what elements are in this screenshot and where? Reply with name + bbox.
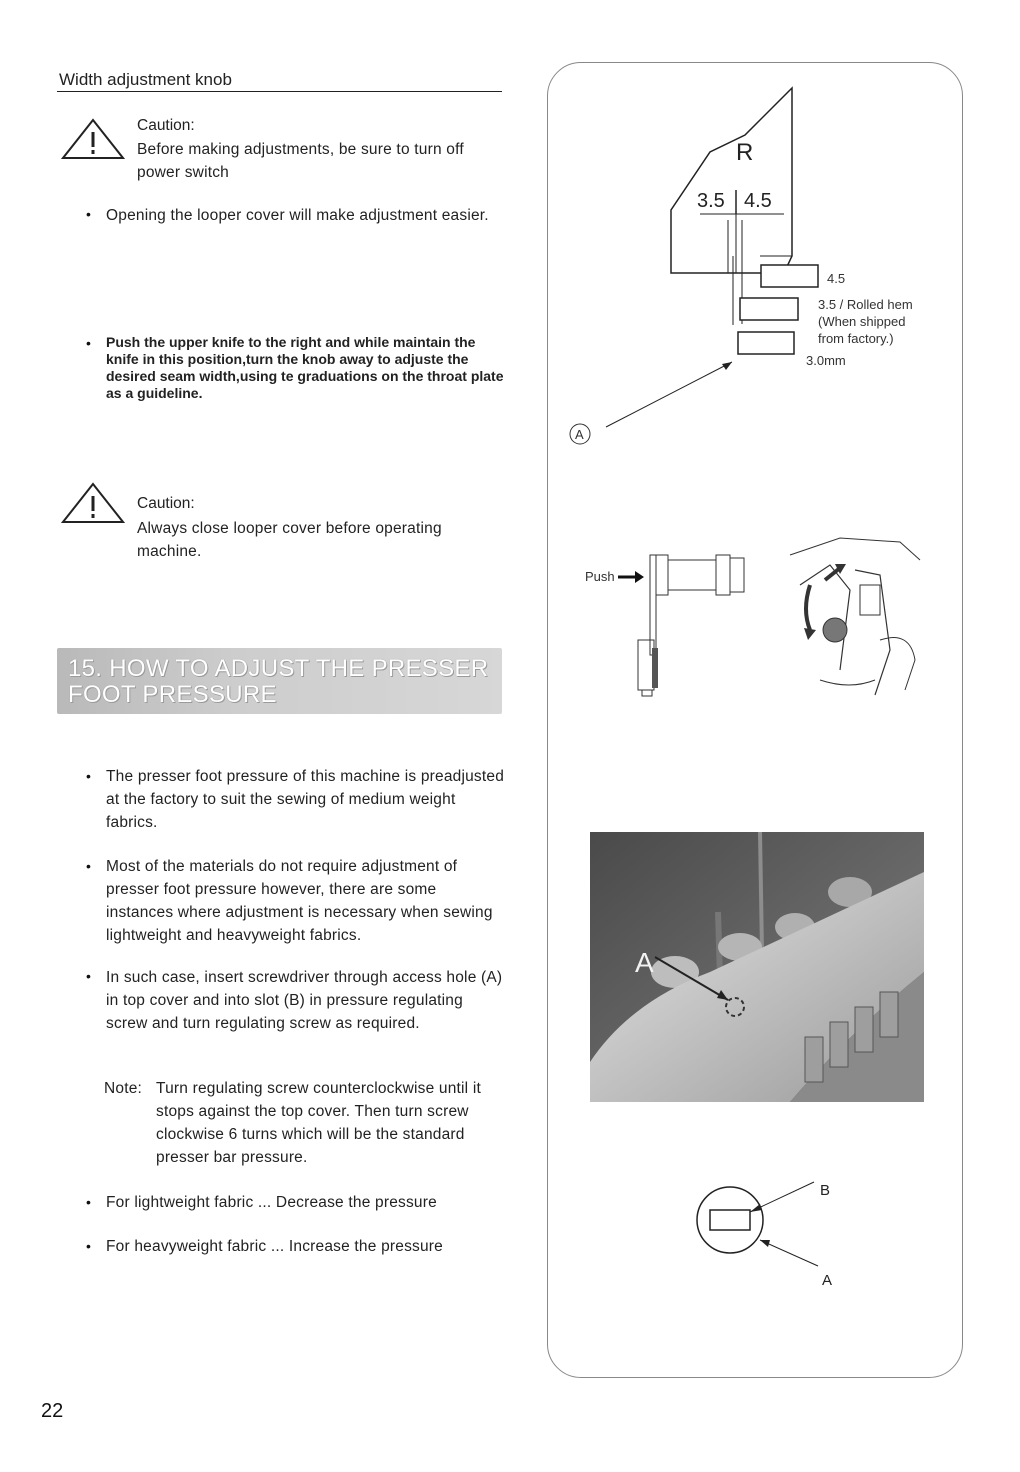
callout-letter: A [822, 1272, 833, 1289]
instruction-text: The presser foot pressure of this machine is preadjusted at the factory to suit the sewing of medium weight fabrics. [106, 768, 505, 831]
section-title: 15. HOW TO ADJUST THE PRESSER FOOT PRESSURE [68, 655, 489, 708]
throat-plate-figure [560, 80, 960, 460]
top-cover-photo [590, 832, 924, 1102]
seam-width-box [738, 332, 794, 354]
warning-icon [61, 481, 125, 525]
width-label: 4.5 [827, 271, 846, 286]
instruction-text: Most of the materials do not require adjustment of presser foot pressure however, there are some instances where adjustment is necessary when sewing lightweight and heavyweight fabrics. [106, 858, 493, 944]
caution-text: Before making adjustments, be sure to turn off power switch [137, 141, 464, 181]
regulating-screw-slot [710, 1210, 750, 1230]
callout-leader [606, 362, 732, 427]
mechanism-line [820, 680, 875, 685]
width-label: (When shipped [818, 314, 906, 329]
note-text: Turn regulating screw counterclockwise until it stops against the top cover. Then turn screw clockwise 6 turns which will be the standard presser bar pressure. [156, 1080, 481, 1166]
rotation-arrowhead [804, 628, 816, 640]
seam-width-box [740, 298, 798, 320]
adjust-knob [823, 618, 847, 642]
tension-dial [830, 1022, 848, 1067]
bullet-dot: • [86, 858, 91, 874]
knife-part [730, 558, 744, 592]
rotation-arrow [806, 585, 810, 630]
throat-plate-outline [671, 88, 792, 273]
page-number: 22 [41, 1400, 64, 1422]
warning-icon [61, 117, 125, 161]
bullet-dot: • [86, 968, 91, 984]
scale-value: 4.5 [744, 190, 772, 212]
instruction-text: For heavyweight fabric ... Increase the pressure [106, 1238, 443, 1255]
callout-arrowhead [722, 362, 732, 370]
callout-arrowhead [760, 1240, 770, 1247]
caution-text: Always close looper cover before operating machine. [137, 520, 442, 560]
callout-letter: A [575, 427, 584, 442]
instruction-text: Push the upper knife to the right and while maintain the knife in this position,turn the knob away to adjuste the desired seam width,using te graduations on the throat plate as a guideline. [106, 334, 504, 401]
instruction-text: Opening the looper cover will make adjustment easier. [106, 207, 489, 224]
seam-width-box [761, 265, 818, 287]
tension-dial [880, 992, 898, 1037]
caution-label: Caution: [137, 117, 195, 134]
access-hole-detail [690, 1170, 840, 1290]
knife-part [716, 555, 730, 595]
mechanism-part [860, 585, 880, 615]
bullet-dot: • [86, 1194, 91, 1210]
scale-value: 3.5 [697, 190, 725, 212]
knob-base [642, 690, 652, 696]
tension-dial [855, 1007, 873, 1052]
knife-part [656, 555, 668, 595]
push-label: Push [585, 569, 615, 584]
push-arrowhead [635, 571, 644, 583]
bullet-dot: • [86, 335, 91, 351]
instruction-text: For lightweight fabric ... Decrease the pressure [106, 1194, 437, 1211]
r-letter: R [736, 139, 754, 166]
tension-dial [805, 1037, 823, 1082]
knife-holder [668, 560, 716, 590]
note-label: Note: [104, 1080, 143, 1097]
bullet-dot: • [86, 1238, 91, 1254]
width-label: 3.0mm [806, 353, 846, 368]
bullet-dot: • [86, 206, 91, 222]
bullet-dot: • [86, 768, 91, 784]
knob [638, 640, 654, 690]
callout-letter: B [820, 1182, 831, 1199]
thread-stand [760, 832, 762, 952]
mechanism-line [790, 538, 920, 560]
knob-mechanism-figure [780, 530, 930, 700]
caution-label: Caution: [137, 495, 195, 512]
knob-grip [652, 648, 658, 688]
instruction-text: In such case, insert screwdriver through access hole (A) in top cover and into slot (B) in pressure regulating screw and turn regulating screw as required. [106, 969, 503, 1032]
width-label: 3.5 / Rolled hem [818, 297, 913, 312]
callout-letter: A [635, 947, 654, 978]
section-heading: Width adjustment knob [57, 70, 502, 92]
callout-arrowhead [750, 1204, 762, 1212]
width-label: from factory.) [818, 331, 894, 346]
